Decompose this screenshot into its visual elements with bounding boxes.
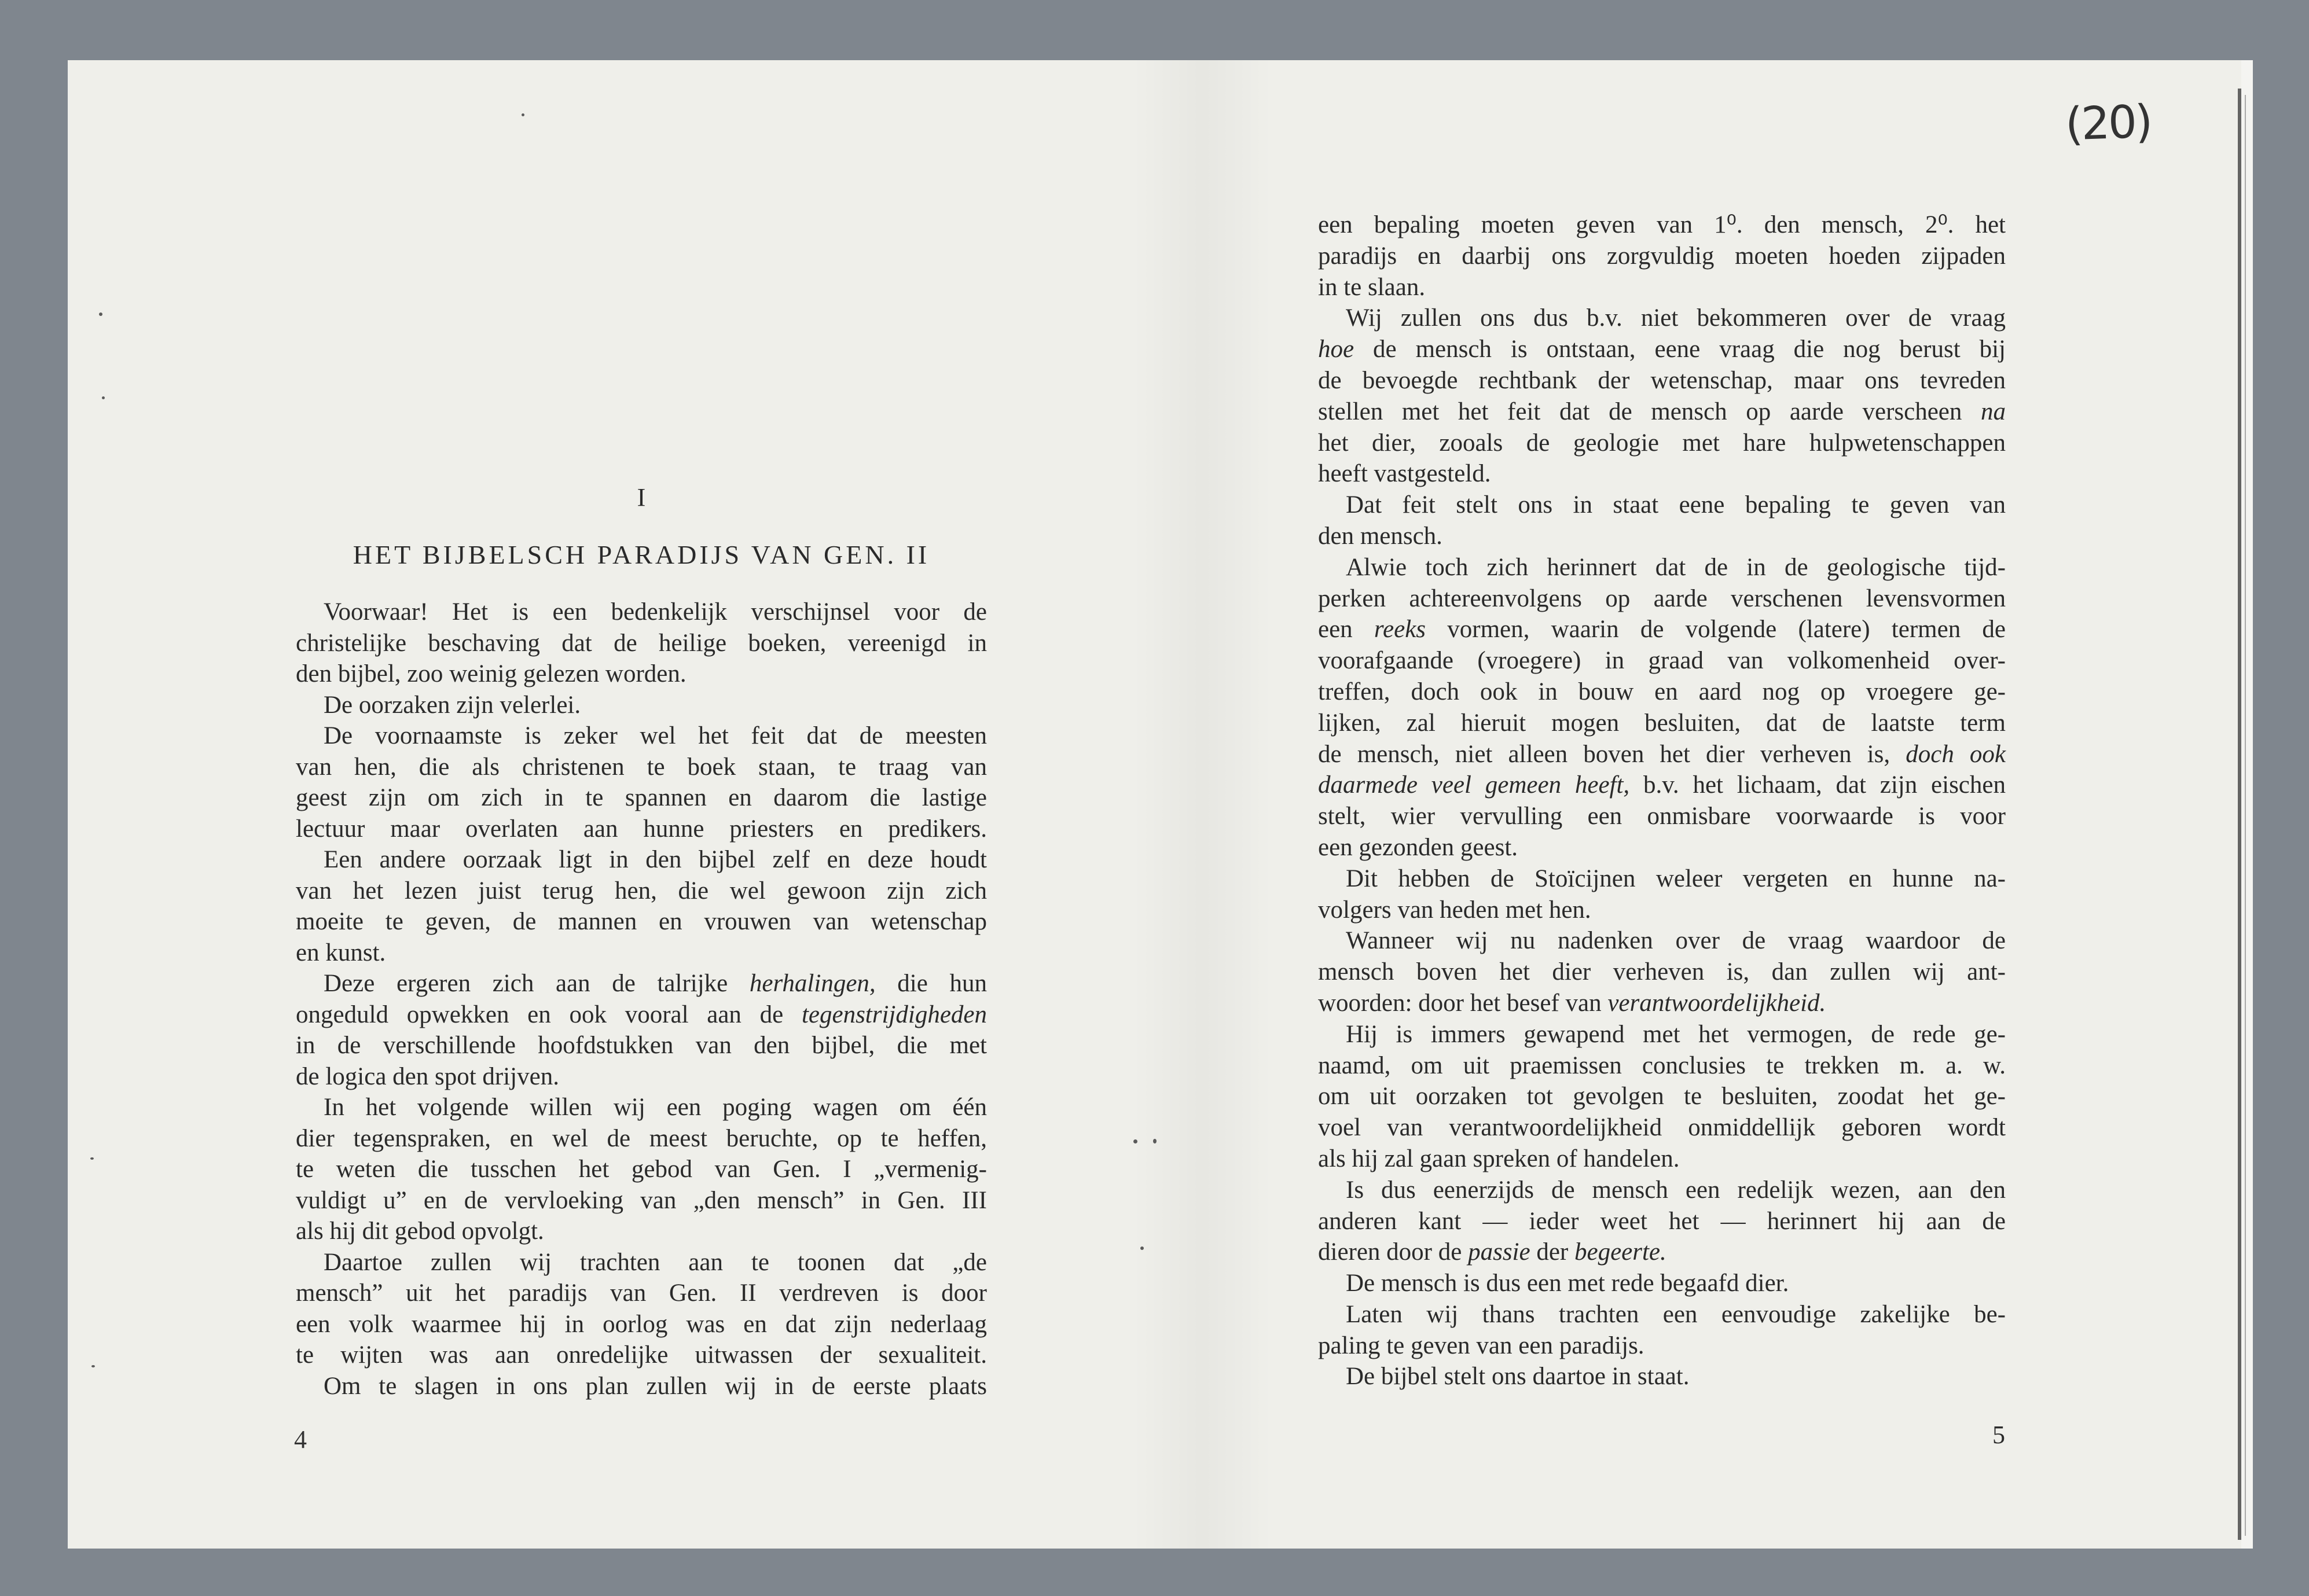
- text-line: vuldigt u” en de vervloeking van „den mensch” in Gen. III: [296, 1186, 987, 1214]
- text-line: christelijke beschaving dat de heilige boeken, vereenigd in: [296, 629, 987, 657]
- italic-text: hoe: [1318, 336, 1354, 363]
- speck: [102, 396, 105, 399]
- text-line: den mensch.: [1318, 522, 1442, 550]
- paper-edge-strip: [2241, 60, 2253, 1549]
- italic-text: begeerte.: [1574, 1238, 1666, 1266]
- text-segment: een: [1318, 616, 1374, 643]
- speck: [522, 113, 524, 116]
- paragraph: [296, 844, 987, 968]
- right-page-text: [1318, 209, 2006, 1392]
- paragraph: [1318, 490, 2006, 552]
- text-line: Laten wij thans trachten een eenvoudige zakelijke be-: [1346, 1300, 2006, 1328]
- paragraph: [1318, 1019, 2006, 1175]
- text-line: een gezonden geest.: [1318, 833, 1518, 861]
- text-line: [1318, 770, 2006, 801]
- chapter-title: HET BIJBELSCH PARADIJS VAN GEN. II: [353, 540, 930, 569]
- paragraph: [1318, 925, 2006, 1018]
- text-line: moeite te geven, de mannen en vrouwen van wetenschap: [296, 908, 987, 935]
- text-segment: der: [1530, 1238, 1574, 1266]
- text-line: Is dus eenerzijds de mensch een redelijk wezen, aan den: [1346, 1176, 2006, 1204]
- speck: [90, 1157, 94, 1160]
- chapter-number: I: [637, 483, 646, 512]
- text-line: om uit oorzaken tot gevolgen te besluiten, zoodat het ge-: [1318, 1083, 2006, 1110]
- italic-text: herhalingen,: [749, 970, 876, 997]
- text-line: de logica den spot drijven.: [296, 1062, 559, 1090]
- paragraph: [1318, 303, 2006, 490]
- text-line: [296, 999, 987, 1031]
- paragraph: [296, 1247, 987, 1371]
- text-line: voorafgaande (vroegere) in graad van volkomenheid over-: [1318, 647, 2006, 675]
- text-line: voel van verantwoordelijkheid onmiddellijk geboren wordt: [1318, 1114, 2006, 1142]
- text-segment: die hun: [875, 970, 987, 997]
- text-line: [1318, 334, 2006, 365]
- text-line: paling te geven van een paradijs.: [1318, 1332, 1644, 1359]
- text-line: Daartoe zullen wij trachten aan te toonen dat „de: [324, 1248, 987, 1276]
- text-line: Wij zullen ons dus b.v. niet bekommeren over de vraag: [1346, 304, 2006, 332]
- paragraph: [1318, 552, 2006, 863]
- text-line: geest zijn om zich in te spannen en daarom die lastige: [296, 784, 987, 811]
- text-line: Hij is immers gewapend met het vermogen, de rede ge-: [1346, 1020, 2006, 1048]
- paragraph: [296, 690, 987, 721]
- text-segment: woorden: door het besef van: [1318, 989, 1608, 1017]
- text-line: in te slaan.: [1318, 273, 1426, 301]
- text-segment: dieren door de: [1318, 1238, 1469, 1266]
- paragraph: [296, 968, 987, 1092]
- paragraph: [1318, 1361, 2006, 1392]
- text-line: De oorzaken zijn velerlei.: [324, 691, 581, 719]
- text-line: in de verschillende hoofdstukken van den bijbel, die met: [296, 1032, 987, 1059]
- text-line: mensch boven het dier verheven is, dan zullen wij ant-: [1318, 958, 2006, 986]
- text-line: paradijs en daarbij ons zorgvuldig moeten hoeden zijpaden: [1318, 242, 2006, 270]
- text-line: [1318, 1237, 2006, 1268]
- text-line: van het lezen juist terug hen, die wel gewoon zijn zich: [296, 877, 987, 904]
- paper-edge-line-faint: [2245, 95, 2246, 1536]
- text-line: anderen kant — ieder weet het — herinnert hij aan de: [1318, 1207, 2006, 1235]
- text-segment: ongeduld opwekken en ook vooral aan de: [296, 1001, 802, 1028]
- text-segment: Deze ergeren zich aan de talrijke: [324, 970, 750, 997]
- text-line: Om te slagen in ons plan zullen wij in de eerste plaats: [324, 1372, 987, 1400]
- text-segment: de mensch, niet alleen boven het dier verheven is,: [1318, 740, 1906, 768]
- italic-text: doch ook: [1906, 740, 2006, 768]
- text-line: treffen, doch ook in bouw en aard nog op vroegere ge-: [1318, 678, 2006, 705]
- text-line: het dier, zooals de geologie met hare hulpwetenschappen: [1318, 429, 2006, 457]
- text-line: als hij zal gaan spreken of handelen.: [1318, 1145, 1680, 1172]
- text-line: naamd, om uit praemissen conclusies te trekken m. a. w.: [1318, 1051, 2006, 1079]
- text-line: de bevoegde rechtbank der wetenschap, maar ons tevreden: [1318, 366, 2006, 394]
- italic-text: passie: [1468, 1238, 1530, 1266]
- italic-text: reeks: [1374, 616, 1426, 643]
- text-line: [1318, 396, 2006, 428]
- text-line: als hij dit gebod opvolgt.: [296, 1218, 544, 1245]
- text-line: lijken, zal hieruit mogen besluiten, dat de laatste term: [1318, 709, 2006, 737]
- text-line: Voorwaar! Het is een bedenkelijk verschijnsel voor de: [324, 598, 987, 626]
- paragraph: [1318, 1299, 2006, 1362]
- speck: [91, 1365, 95, 1367]
- text-line: van hen, die als christenen te boek staan, te traag van: [296, 753, 987, 781]
- paragraph: [1318, 209, 2006, 303]
- text-segment: stellen met het feit dat de mensch op aarde verscheen: [1318, 398, 1981, 425]
- text-line: Dat feit stelt ons in staat eene bepaling te geven van: [1346, 491, 2006, 519]
- page-fold: [1133, 60, 1272, 1549]
- paper-edge-line: [2238, 89, 2241, 1540]
- text-segment: vormen, waarin de volgende (latere) termen de: [1426, 616, 2006, 643]
- paragraph: [296, 597, 987, 690]
- text-line: [296, 968, 987, 999]
- italic-text: verantwoordelijkheid.: [1607, 989, 1826, 1017]
- text-line: te weten die tusschen het gebod van Gen. I „vermenig-: [296, 1156, 987, 1183]
- speck: [1153, 1139, 1157, 1143]
- paragraph: [1318, 1175, 2006, 1268]
- paragraph: [296, 1092, 987, 1247]
- italic-text: daarmede veel gemeen heeft,: [1318, 771, 1630, 799]
- text-line: een bepaling moeten geven van 1⁰. den mensch, 2⁰. het: [1318, 211, 2006, 238]
- italic-text: na: [1981, 398, 2006, 425]
- left-page-text: [296, 597, 987, 1402]
- page-number-left: 4: [294, 1425, 307, 1454]
- text-line: [1318, 614, 2006, 645]
- handwritten-page-note: (20): [2064, 95, 2152, 151]
- text-line: De mensch is dus een met rede begaafd dier.: [1346, 1270, 1789, 1297]
- text-line: volgers van heden met hen.: [1318, 896, 1591, 924]
- text-line: Dit hebben de Stoïcijnen weleer vergeten en hunne na-: [1346, 865, 2006, 892]
- text-line: een volk waarmee hij in oorlog was en dat zijn nederlaag: [296, 1310, 987, 1338]
- text-line: dier tegenspraken, en wel de meest beruchte, op te heffen,: [296, 1124, 987, 1152]
- text-line: De voornaamste is zeker wel het feit dat de meesten: [324, 722, 987, 749]
- paragraph: [296, 720, 987, 844]
- text-line: De bijbel stelt ons daartoe in staat.: [1346, 1363, 1690, 1391]
- paragraph: [296, 1371, 987, 1402]
- text-line: [1318, 739, 2006, 770]
- text-line: den bijbel, zoo weinig gelezen worden.: [296, 660, 687, 687]
- text-line: Alwie toch zich herinnert dat de in de geologische tijd-: [1346, 553, 2006, 581]
- speck: [1140, 1246, 1144, 1250]
- paragraph: [1318, 863, 2006, 926]
- text-line: perken achtereenvolgens op aarde verschenen levensvormen: [1318, 584, 2006, 612]
- speck: [99, 312, 102, 316]
- text-segment: de mensch is ontstaan, eene vraag die nog berust bij: [1354, 336, 2006, 363]
- italic-text: tegenstrijdigheden: [801, 1001, 987, 1028]
- text-line: Een andere oorzaak ligt in den bijbel zelf en deze houdt: [324, 846, 987, 873]
- speck: [1133, 1139, 1137, 1143]
- text-line: lectuur maar overlaten aan hunne priesters en predikers.: [296, 815, 987, 843]
- page-number-right: 5: [1992, 1421, 2005, 1449]
- text-line: [1318, 988, 2006, 1019]
- text-line: en kunst.: [296, 939, 386, 966]
- text-line: stelt, wier vervulling een onmisbare voorwaarde is voor: [1318, 803, 2006, 830]
- text-line: In het volgende willen wij een poging wagen om één: [324, 1094, 987, 1121]
- text-line: heeft vastgesteld.: [1318, 460, 1491, 488]
- text-line: mensch” uit het paradijs van Gen. II verdreven is door: [296, 1279, 987, 1307]
- paragraph: [1318, 1268, 2006, 1299]
- text-segment: b.v. het lichaam, dat zijn eischen: [1629, 771, 2006, 799]
- text-line: te wijten was aan onredelijke uitwassen der sexualiteit.: [296, 1341, 987, 1369]
- text-line: Wanneer wij nu nadenken over de vraag waardoor de: [1346, 927, 2006, 955]
